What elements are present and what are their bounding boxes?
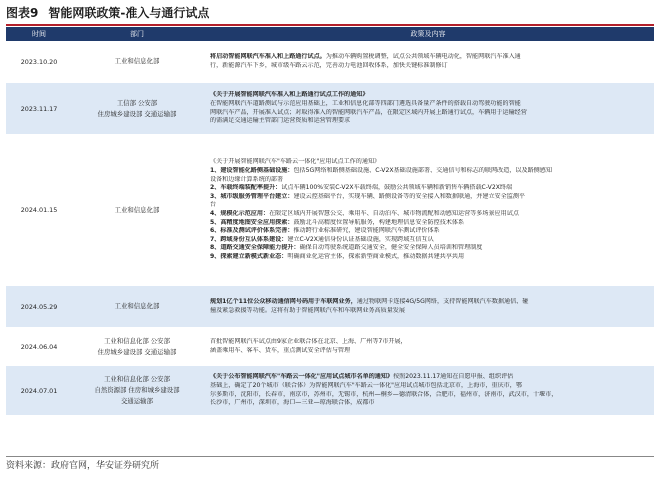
policy-line (210, 176, 648, 185)
policy-line (210, 253, 648, 262)
policy-line (210, 117, 648, 126)
table-body (6, 41, 654, 416)
row-department (72, 286, 202, 327)
row-policy-content (202, 41, 654, 82)
policy-line-text: 包括5G网络和路侧基础设施、C-V2X基础设施部署、交通信号和标志的联网改造，以及路侧感知 (293, 167, 552, 175)
policy-line-bold: 规划1亿个11位公众移动通信网号码用于车联网业务， (210, 297, 357, 305)
source-note: 资料来源：政府官网，华安证券研究所 (6, 461, 160, 471)
policy-line-text: 按照2023.11.17通知在自愿申报、组织评估 (393, 373, 514, 381)
policy-line (210, 219, 648, 228)
policy-line-bold: 《关于开展智能网联汽车准入和上路通行试点工作的通知》 (210, 91, 369, 99)
policy-line (210, 62, 648, 71)
row-policy-content (202, 366, 654, 415)
policy-line-text: 网联汽车产品，开展准入试点；对取得准入的智能网联汽车产品，在限定区域内开展上路通行试点，车辆用于运输经营 (210, 108, 527, 116)
policy-line (210, 167, 648, 176)
row-department (72, 135, 202, 285)
policy-line-text: 试点车辆100%安装C-V2X车载终端，鼓励公共领域车辆和新销售车辆搭载C-V2X终端 (281, 184, 513, 192)
table-row (6, 41, 654, 83)
policy-line (210, 391, 648, 400)
policy-line-bold: 9、探索建立新模式新业态： (210, 252, 288, 260)
policy-line (210, 382, 648, 391)
policy-line-text: 设备和边缘计算系统的部署 (210, 175, 284, 183)
policy-line (210, 201, 648, 210)
policy-line-text: 涵盖乘用车、客车、货车，重点测试安全评估与管理 (210, 346, 351, 354)
policy-line-bold: 4、规模化示范应用： (210, 210, 270, 217)
table-row (6, 83, 654, 135)
policy-line-text: 长沙市，广州市，深圳市，海口—三亚—琼海联合体，成都市 (210, 399, 375, 407)
department-line: 工业和信息化部 (114, 205, 160, 214)
department-line: 自然资源部 住房和城乡建设部 (94, 386, 180, 394)
header-date: 时间 (32, 30, 46, 38)
policy-line-bold: 5、高精度地图安全应用探索： (210, 218, 294, 226)
policy-line-text: 在限定区域内开展智慧公交、乘用车、自动泊车、城市物流配和动感知运营等多场景应用试点 (269, 210, 519, 217)
policy-line-text: 明确商业化运营主体，探索新型商业模式，推动数据共建共享共用 (287, 252, 465, 260)
policy-line (210, 373, 648, 382)
policy-line (210, 338, 648, 347)
row-date: 2024.05.29 (20, 302, 58, 311)
table-row (6, 286, 654, 328)
row-date: 2024.01.15 (20, 206, 58, 214)
department-line: 住房城乡建设部 交通运输部 (97, 109, 177, 118)
policy-line-text: 为推动车辆购置税调整，试点公共领域车辆电动化，智能网联汽车准入通 (325, 52, 521, 60)
policy-line-bold: 7、跨域身份互认体系建设： (210, 235, 288, 243)
policy-line-text: 鼓励北斗高精度位置导航服务，构建地理信息安全防控技术体系 (293, 218, 465, 226)
department-line: 工业和信息化部 公安部 (104, 336, 170, 345)
policy-line (210, 347, 648, 356)
table-row (6, 135, 654, 286)
policy-line-bold: 将启动智能网联汽车准入和上路通行试点。 (210, 52, 326, 60)
row-date: 2023.10.20 (20, 57, 58, 66)
policy-line (210, 158, 648, 167)
row-policy-content (202, 135, 654, 285)
policy-line (210, 210, 648, 219)
policy-line-text: 《关于开展智能网联汽车"车路云一体化"应用试点工作的通知》 (210, 158, 381, 166)
department-line: 住房城乡建设部 交通运输部 (97, 347, 177, 356)
header-dept: 部门 (130, 30, 144, 38)
policy-line (210, 399, 648, 408)
figure-title (6, 4, 654, 22)
row-department (72, 328, 202, 365)
policy-line (210, 236, 648, 245)
row-department (72, 41, 202, 82)
department-line: 工信部 公安部 (116, 98, 158, 107)
figure-label: 图表9 (6, 6, 39, 20)
policy-line-bold: 1、建设智能化路侧基础设施： (210, 167, 294, 175)
policy-table (6, 27, 654, 416)
figure-title-text: 智能网联政策-准入与通行试点 (48, 6, 210, 20)
department-line: 工业和信息化部 (114, 302, 160, 310)
row-policy-content (202, 286, 654, 327)
department-line: 交通运输部 (121, 397, 153, 405)
policy-line-text: 首批智能网联汽车试点由9家企业联合体在北京、上海、广州等7市开展， (210, 337, 407, 345)
policy-line-bold: 《关于公布智能网联汽车"车路云一体化"应用试点城市名单的通知》 (210, 373, 394, 381)
policy-line (210, 109, 648, 118)
policy-line (210, 244, 648, 253)
policy-line-text: 建立C-V2X通信身份认证基础设施，实现跨域互信互认 (287, 235, 434, 243)
department-line: 工业和信息化部 (114, 57, 160, 65)
header-policy: 政策及内容 (410, 30, 446, 38)
row-department (72, 366, 202, 415)
policy-line (210, 298, 648, 307)
row-date: 2023.11.17 (20, 104, 58, 113)
policy-line-text: 撞及紧急救援等功能。这将有助于智能网联汽车和车联网业务高质量发展 (210, 306, 405, 314)
policy-line (210, 91, 648, 100)
policy-line (210, 227, 648, 236)
policy-line-text: 通过物联网卡连接4G/5G网络，支持智能网联汽车数据通信、碰 (356, 297, 529, 305)
policy-line (210, 184, 648, 193)
policy-line (210, 193, 648, 202)
policy-line-bold: 2、车载终端装配率提升： (210, 184, 282, 192)
row-date: 2024.07.01 (20, 386, 58, 395)
policy-line-text: 行，新能源汽车下乡，城市级车路云示范，完善动力电池回收体系，加快关键标准制修订 (210, 61, 448, 69)
footer-divider (6, 456, 654, 457)
policy-line-text: 建设云控基础平台，实现车辆、路侧设备等的安全接入和数据联通，并建立安全监测平 (293, 192, 526, 200)
policy-line (210, 100, 648, 109)
policy-line-text: 的需满足交通运输主管部门运营资质和运营管理要求 (210, 117, 351, 125)
table-row (6, 328, 654, 366)
table-row (6, 366, 654, 416)
policy-line-text: 在智能网联汽车道路测试与示范应用基础上，工业和信息化部等四部门遴选具备量产条件的搭载自动驾驶功能的智能 (210, 99, 521, 107)
policy-line-bold: 8、道路交通安全保障能力提升： (210, 244, 300, 252)
policy-line (210, 307, 648, 316)
department-line: 工业和信息化部 公安部 (104, 375, 170, 383)
row-date: 2024.06.04 (20, 342, 58, 351)
table-header (6, 27, 654, 41)
policy-line-text: 台 (210, 201, 217, 209)
policy-line-bold: 3、城市级服务管理平台建立： (210, 192, 294, 200)
policy-line-text: 推动跨行业标准研究，建设智能网联汽车测试评价体系 (293, 227, 440, 235)
policy-line-bold: 6、标准及测试评价体系完善： (210, 227, 294, 235)
policy-line-text: 确保自动驾驶系统道路交通安全，健全安全保障人员培训和管理制度 (299, 244, 483, 252)
row-department (72, 83, 202, 134)
policy-line (210, 53, 648, 62)
row-policy-content (202, 83, 654, 134)
title-divider (6, 24, 654, 26)
row-policy-content (202, 328, 654, 365)
policy-line-text: 基础上，确定了20个城市（联合体）为智能网联汽车"车路云一体化"应用试点城市包括北京市，上海市，重庆市，鄂 (210, 381, 522, 389)
policy-line-text: 尔多斯市，沈阳市，长春市，南京市，苏州市，无锡市，杭州—桐乡—德清联合体，合肥市，福州市，济南市，武汉市，十堰市， (210, 390, 558, 398)
